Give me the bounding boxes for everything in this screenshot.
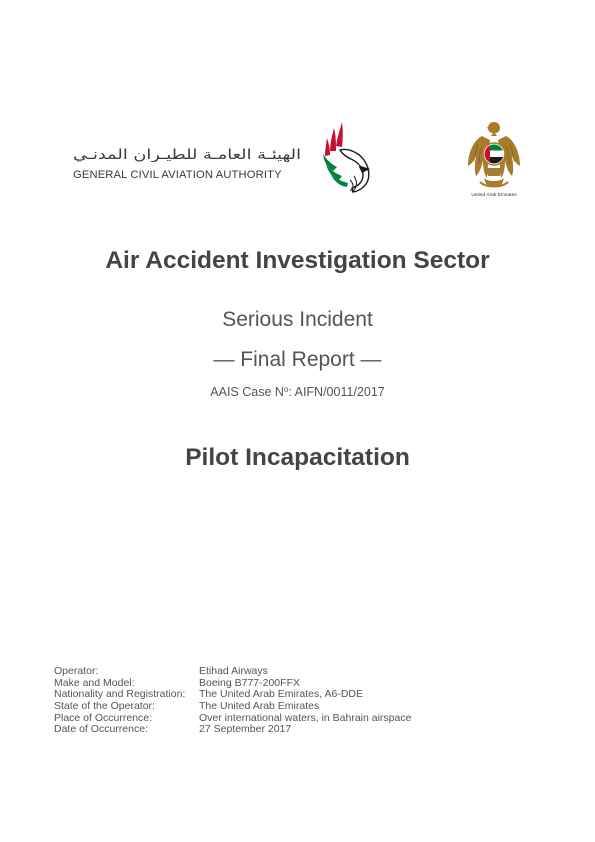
detail-row-operator	[54, 666, 411, 678]
report-dash-right: —	[360, 348, 382, 371]
incident-type: Serious Incident	[222, 308, 373, 331]
detail-row-date	[54, 724, 411, 736]
detail-value: Over international waters, in Bahrain airspace	[199, 711, 412, 724]
detail-value: The United Arab Emirates, A6-DDE	[199, 688, 363, 701]
detail-value: Etihad Airways	[199, 665, 268, 677]
case-number	[0, 385, 595, 399]
detail-label: Date of Occurrence:	[54, 723, 148, 736]
report-dash-left: —	[213, 348, 235, 371]
detail-label: Make and Model:	[54, 676, 135, 689]
detail-label: Nationality and Registration:	[54, 688, 186, 701]
detail-label: State of the Operator:	[54, 700, 155, 713]
gcaa-arabic-text: الهيئـة العامـة للطيـران المدنـي	[73, 147, 301, 162]
sector-title: Air Accident Investigation Sector	[105, 247, 490, 274]
case-suffix: : AIFN/0011/2017	[288, 385, 385, 399]
detail-label: Operator:	[54, 665, 99, 677]
detail-row-state	[54, 701, 411, 713]
gcaa-arabic-wordmark	[72, 146, 302, 162]
falcon-logo-icon	[320, 120, 380, 196]
falcon-emblem-icon	[462, 118, 526, 194]
main-title: Pilot Incapacitation	[185, 444, 410, 471]
gcaa-logo	[70, 118, 380, 198]
detail-value: The United Arab Emirates	[199, 700, 320, 713]
case-sup: o	[283, 385, 289, 394]
occurrence-details	[54, 666, 411, 736]
detail-label: Place of Occurrence:	[54, 711, 153, 724]
report-label: Final Report	[240, 348, 355, 371]
emblem-caption: United Arab Emirates	[471, 193, 517, 198]
case-prefix: AAIS Case N	[210, 385, 284, 399]
gcaa-english-wordmark: GENERAL CIVIL AVIATION AUTHORITY	[73, 169, 282, 181]
detail-value: Boeing B777-200FFX	[199, 676, 300, 689]
report-type	[0, 348, 595, 372]
detail-value: 27 September 2017	[199, 723, 292, 736]
uae-emblem	[462, 118, 526, 202]
